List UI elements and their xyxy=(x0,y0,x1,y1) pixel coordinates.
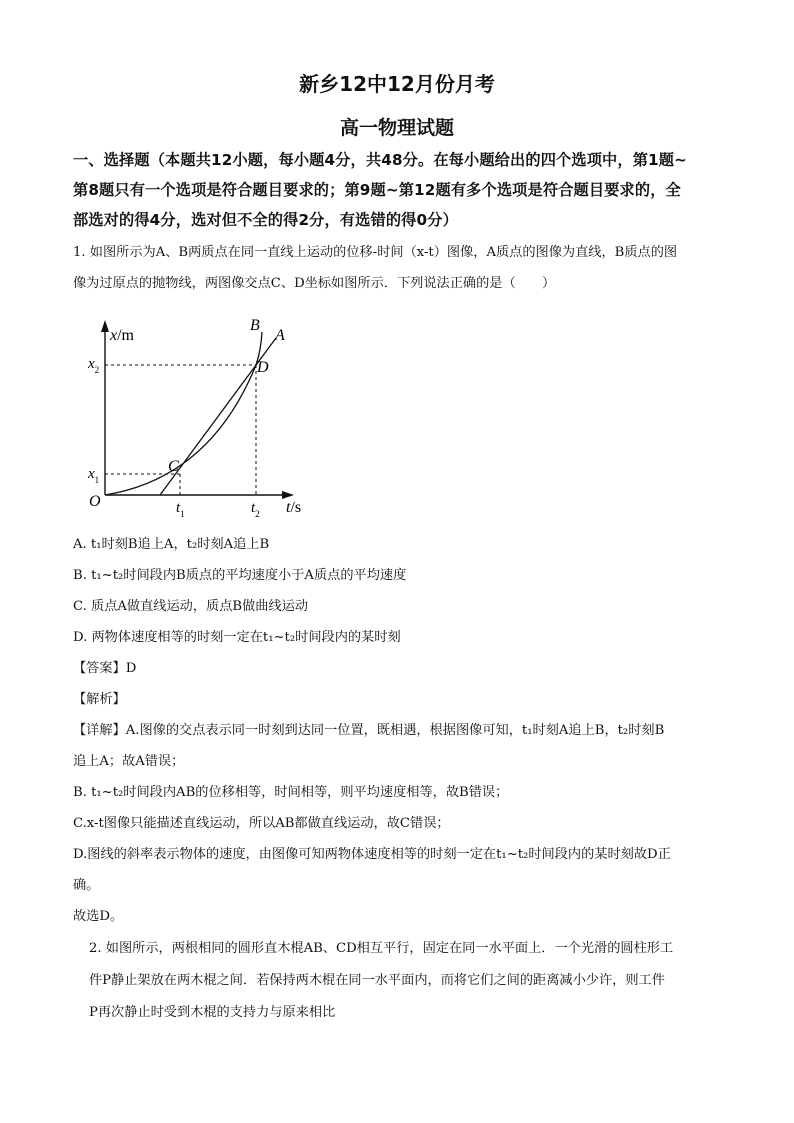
q1-answer: 【答案】D xyxy=(73,661,137,676)
q1-option-c: C. 质点A做直线运动，质点B做曲线运动 xyxy=(73,599,309,614)
t2-label: $t_2$ xyxy=(251,500,260,519)
q2-stem-line-2: 件P静止架放在两木棍之间．若保持两木棍在同一水平面内，而将它们之间的距离减小少许，则工件 xyxy=(89,973,665,988)
q1-detail-line: B. t₁~t₂时间段内AB的位移相等，时间相等，则平均速度相等，故B错误； xyxy=(73,785,509,800)
y-axis-label: x/m xyxy=(110,327,134,344)
q1-option-a: A. t₁时刻B追上A，t₂时刻A追上B xyxy=(73,537,270,552)
x-axis-arrow xyxy=(282,491,294,499)
q1-stem-line-2: 像为过原点的抛物线，两图像交点C、D坐标如图所示．下列说法正确的是（ ） xyxy=(73,276,556,291)
q1-stem-line-1: 1. 如图所示为A、B两质点在同一直线上运动的位移-时间（x-t）图像，A质点的图像为直线，B质点的图 xyxy=(73,245,678,260)
q1-option-b: B. t₁~t₂时间段内B质点的平均速度小于A质点的平均速度 xyxy=(73,568,407,583)
point-C-label: C xyxy=(168,458,179,475)
x-axis-label: t/s xyxy=(286,499,302,516)
section-line-1: 一、选择题（本题共12小题，每小题4分，共48分。在每小题给出的四个选项中，第1题~ xyxy=(73,151,687,169)
origin-label: O xyxy=(89,493,101,510)
t1-label: $t_1$ xyxy=(176,500,185,519)
q1-detail-line: 【详解】A.图像的交点表示同一时刻到达同一位置，既相遇，根据图像可知，t₁时刻A追上B，t₂时刻B xyxy=(73,723,665,738)
curve-B-label: B xyxy=(250,317,260,334)
q1-detail-line: 确。 xyxy=(73,878,100,893)
exam-title: 新乡12中12月份月考 xyxy=(299,72,495,96)
point-D-label: D xyxy=(257,359,269,376)
line-A-label: A xyxy=(275,327,285,344)
q1-analysis-title: 【解析】 xyxy=(73,692,126,707)
q1-detail-line: 追上A；故A错误； xyxy=(73,754,185,769)
q1-detail-line: C.x-t图像只能描述直线运动，所以AB都做直线运动，故C错误； xyxy=(73,816,450,831)
xt-graph xyxy=(80,310,320,525)
section-line-3: 部选对的得4分，选对但不全的得2分，有选错的得0分） xyxy=(73,211,458,229)
section-line-2: 第8题只有一个选项是符合题目要求的；第9题~第12题有多个选项是符合题目要求的，全 xyxy=(73,181,681,199)
q2-stem-line-3: P再次静止时受到木棍的支持力与原来相比 xyxy=(89,1005,336,1020)
y-axis-arrow xyxy=(101,320,109,332)
q1-detail-line: 故选D。 xyxy=(73,909,124,924)
x2-label: $x_2$ xyxy=(88,356,100,375)
curve-B xyxy=(105,332,262,495)
q1-option-d: D. 两物体速度相等的时刻一定在t₁~t₂时间段内的某时刻 xyxy=(73,630,401,645)
q1-detail-line: D.图线的斜率表示物体的速度，由图像可知两物体速度相等的时刻一定在t₁~t₂时间段内的某时刻故D正 xyxy=(73,847,671,862)
section-heading xyxy=(73,145,733,235)
x1-label: $x_1$ xyxy=(88,466,100,485)
exam-subtitle: 高一物理试题 xyxy=(339,117,454,139)
q2-stem-line-1: 2. 如图所示，两根相同的圆形直木棍AB、CD相互平行，固定在同一水平面上．一个光滑的圆柱形工 xyxy=(89,941,674,956)
